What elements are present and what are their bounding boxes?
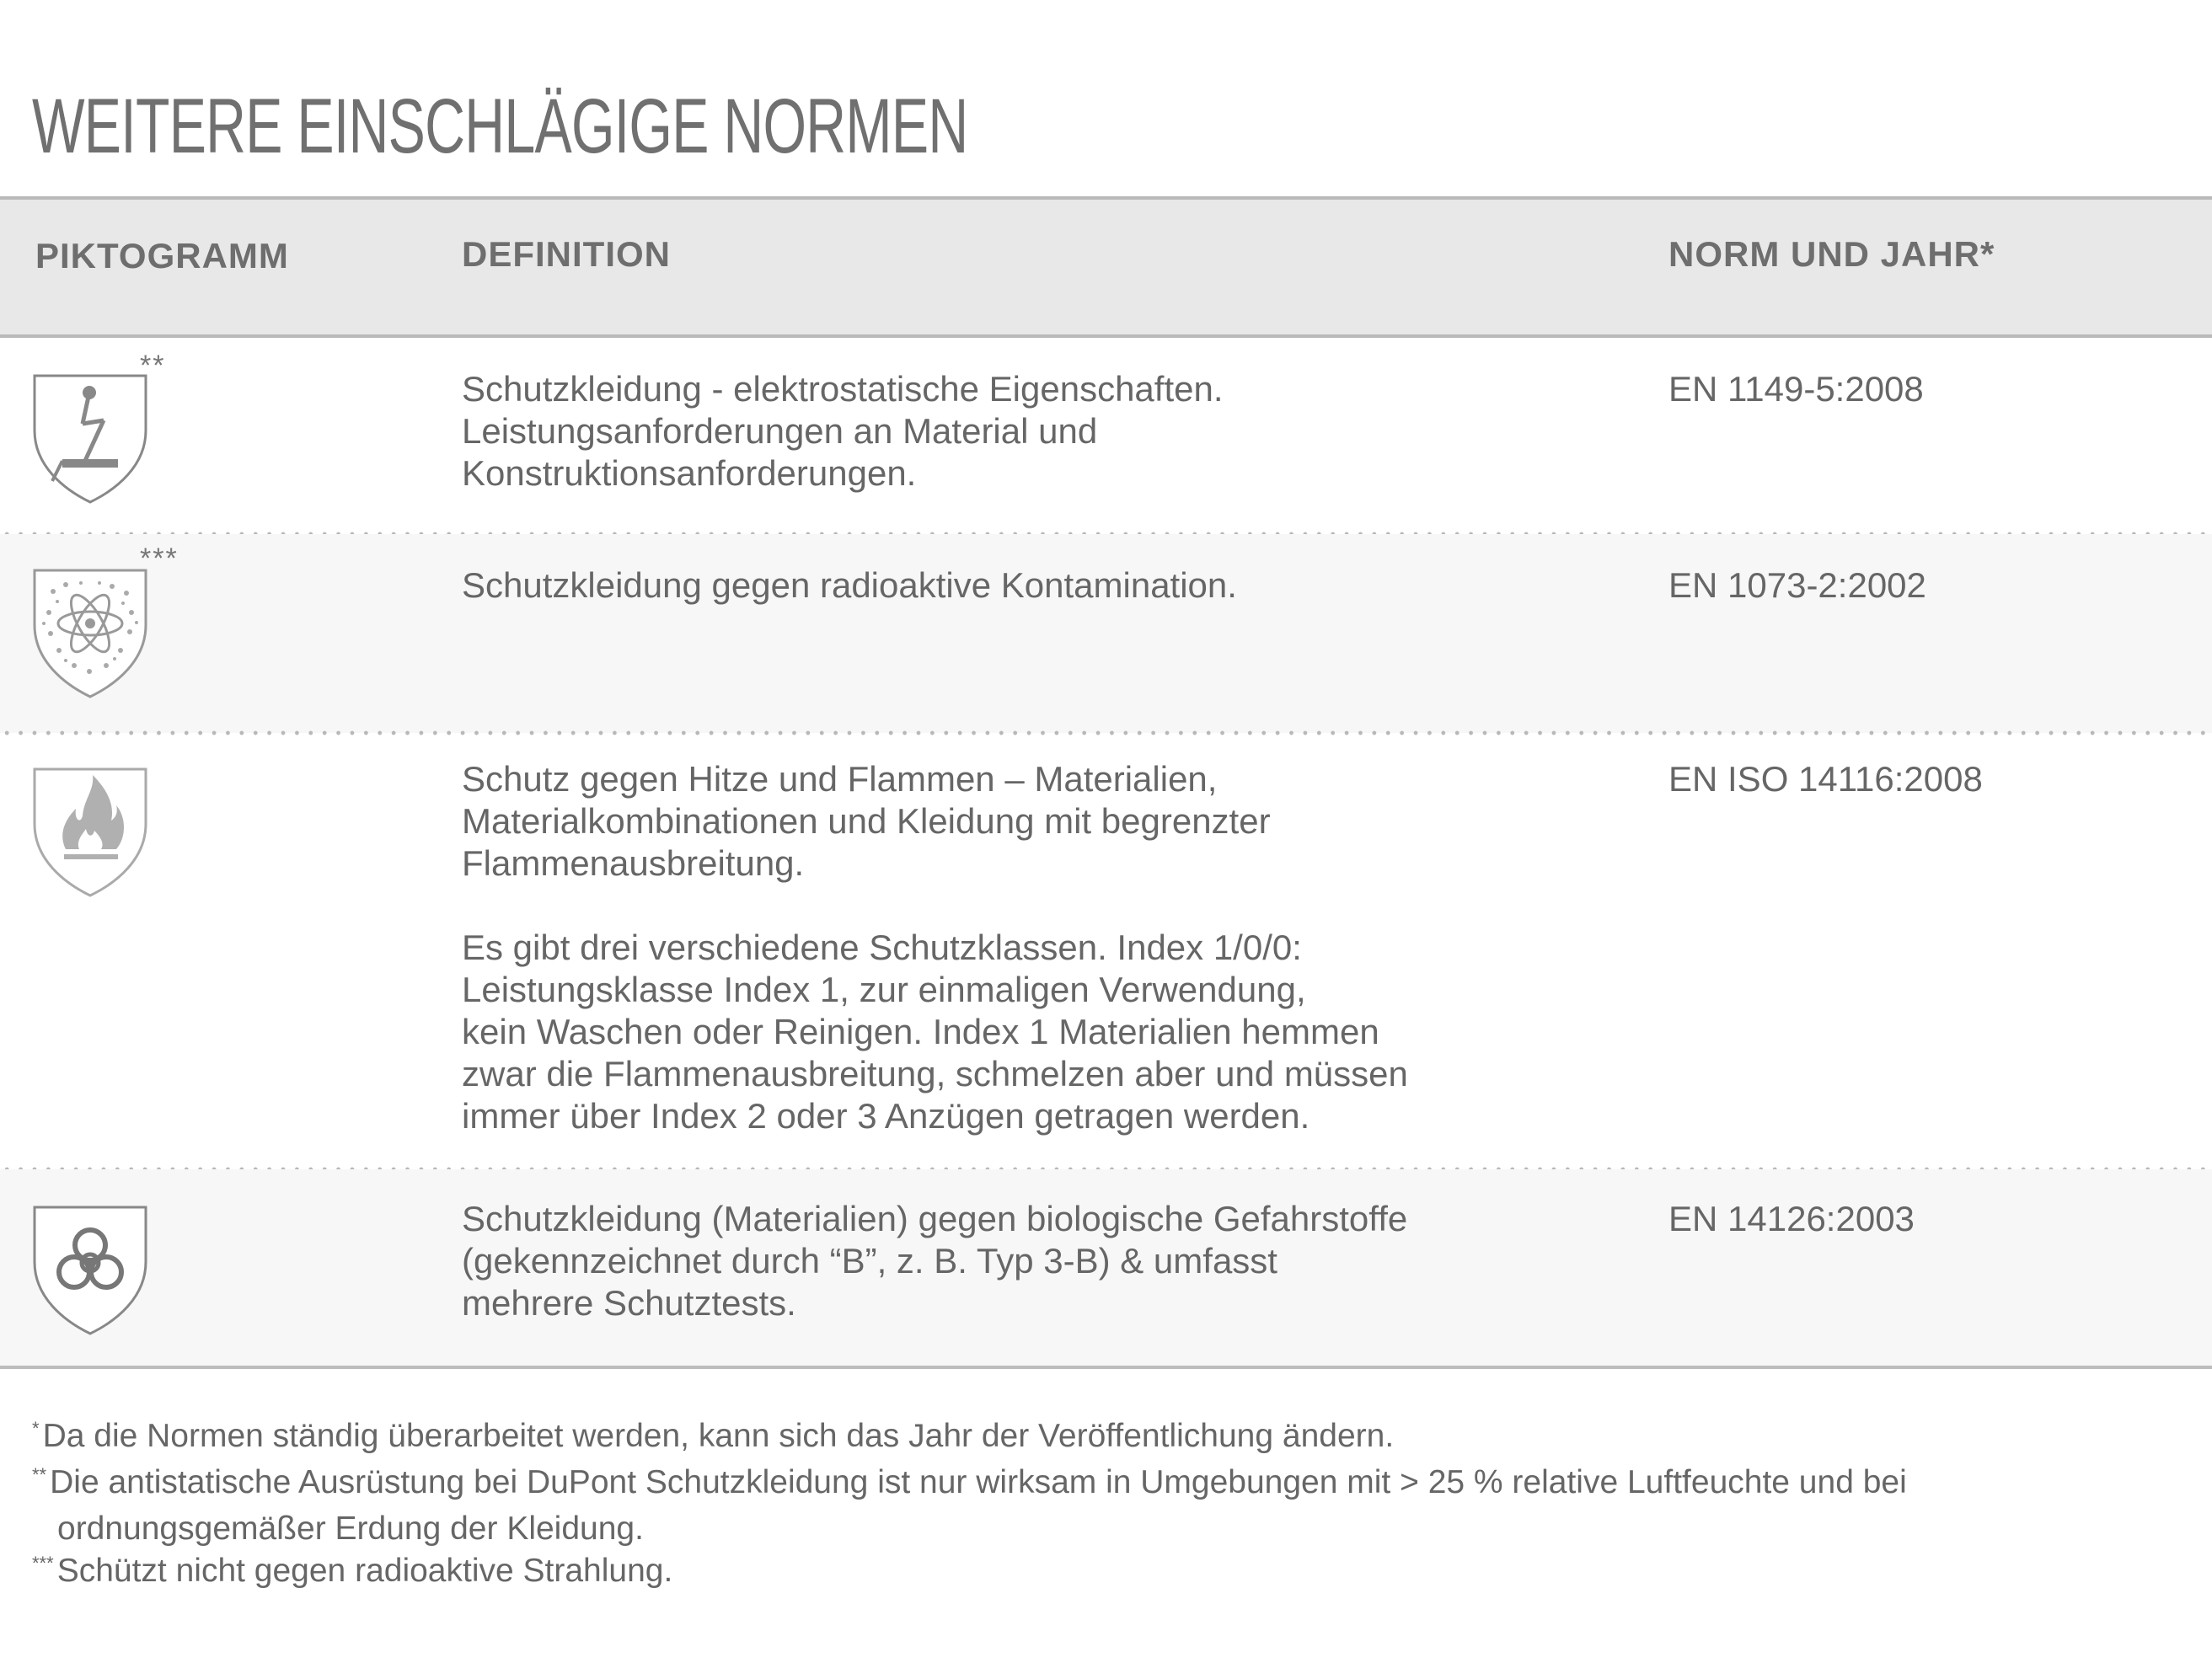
footnotes — [32, 1415, 2189, 1596]
norm-value: EN ISO 14116:2008 — [1668, 759, 1983, 799]
table-row — [0, 1169, 2212, 1367]
norm-value: EN 1073-2:2002 — [1668, 565, 1926, 605]
table-bottom-rule — [0, 1366, 2212, 1369]
footnote-marker: *** — [140, 543, 179, 575]
norm-value: EN 14126:2003 — [1668, 1199, 1915, 1238]
table-row — [0, 733, 2212, 1169]
definition-text: Schutzkleidung (Materialien) gegen biologische Gefahrstoffe (gekennzeichnet durch “B”, z. B. Typ 3-B) & umfasst mehrere Schutztests. — [462, 1199, 1408, 1323]
norm-value: EN 1149-5:2008 — [1668, 369, 1924, 409]
table-row — [0, 338, 2212, 534]
electrostatic-shield-icon — [32, 372, 150, 506]
definition-text: Schutzkleidung gegen radioaktive Kontamination. — [462, 565, 1237, 605]
header-definition: DEFINITION — [462, 234, 671, 274]
page-title: WEITERE EINSCHLÄGIGE NORMEN — [32, 83, 968, 169]
radioactive-contamination-shield-icon — [32, 566, 150, 701]
table-header — [0, 196, 2212, 338]
footnote: * Da die Normen ständig überarbeitet werden, kann sich das Jahr der Veröffentlichung ändern. — [32, 1418, 1395, 1454]
header-pictogram: PIKTOGRAMM — [35, 236, 289, 275]
header-norm: NORM UND JAHR* — [1668, 234, 1995, 274]
footnote-marker: ** — [140, 350, 166, 382]
footnote: ** Die antistatische Ausrüstung bei DuPont Schutzkleidung ist nur wirksam in Umgebungen mit > 25 % relative Luftfeuchte und bei ordnungsgemäßer Erdung der Kleidung. — [32, 1464, 1907, 1547]
definition-text: Schutz gegen Hitze und Flammen – Materialien, Materialkombinationen und Kleidung mit begrenzter Flammenausbreitung. Es gibt drei verschiedene Schutzklassen. Index 1/0/0: Leistungsklasse Index 1, zur einmaligen Verwendung, kein Waschen oder Reinigen. Index 1 Materialien hemmen zwar die Flammenausbreitung, schmelzen aber und müssen immer über Index 2 oder 3 Anzügen getragen werden. — [462, 759, 1408, 1136]
footnote: *** Schützt nicht gegen radioaktive Strahlung. — [32, 1553, 673, 1589]
norms-table — [0, 196, 2212, 1367]
flame-shield-icon — [32, 765, 150, 900]
biohazard-shield-icon — [32, 1203, 150, 1338]
table-row — [0, 534, 2212, 733]
definition-text: Schutzkleidung - elektrostatische Eigenschaften. Leistungsanforderungen an Material und Konstruktionsanforderungen. — [462, 369, 1224, 493]
